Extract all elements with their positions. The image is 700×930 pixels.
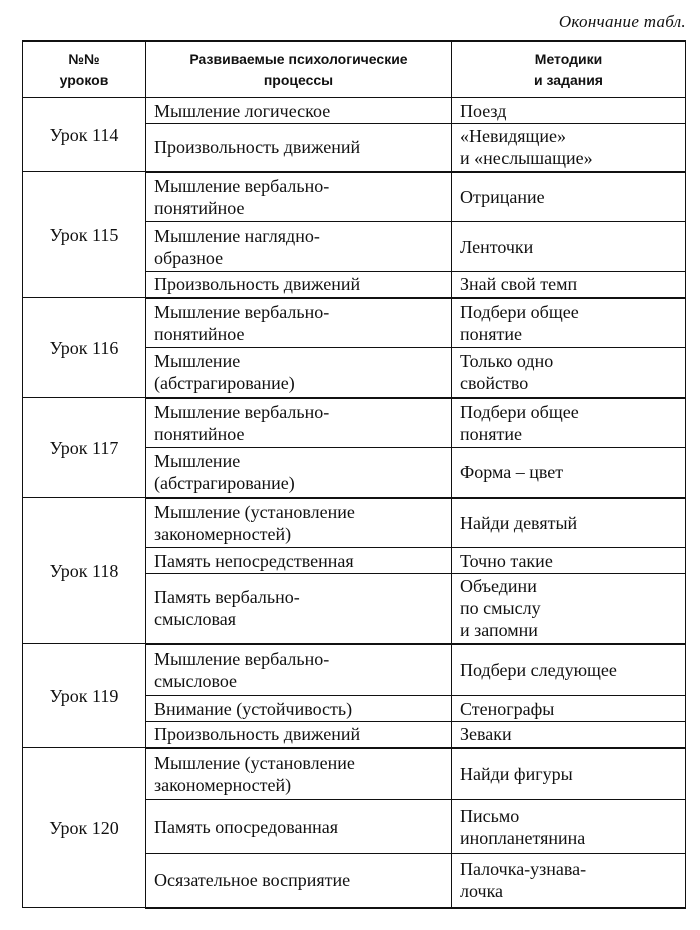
- method-cell: Найди девятый: [452, 498, 686, 548]
- lesson-cell: Урок 119: [23, 644, 146, 748]
- method-cell: Стенографы: [452, 696, 686, 722]
- process-cell: Память опосредованная: [146, 800, 452, 854]
- method-cell: Отрицание: [452, 172, 686, 222]
- process-cell: Мышление наглядно- образное: [146, 222, 452, 272]
- method-cell: Форма – цвет: [452, 448, 686, 498]
- lesson-cell: Урок 114: [23, 98, 146, 172]
- table-body: [23, 98, 686, 908]
- process-cell: Осязательное восприятие: [146, 854, 452, 908]
- lesson-cell: Урок 115: [23, 172, 146, 298]
- lesson-cell: Урок 117: [23, 398, 146, 498]
- table-row: [23, 172, 686, 222]
- lessons-table: [22, 40, 686, 909]
- table-row: [23, 498, 686, 548]
- method-cell: Палочка-узнава- лочка: [452, 854, 686, 908]
- method-cell: Ленточки: [452, 222, 686, 272]
- process-cell: Мышление (абстрагирование): [146, 448, 452, 498]
- header-lesson-number: №№ уроков: [23, 41, 146, 98]
- table-header-row: [23, 41, 686, 98]
- method-cell: Точно такие: [452, 548, 686, 574]
- table-continuation-caption: Окончание табл.: [558, 12, 686, 31]
- method-cell: Подбери общее понятие: [452, 298, 686, 348]
- process-cell: Мышление вербально- понятийное: [146, 398, 452, 448]
- method-cell: Зеваки: [452, 722, 686, 748]
- process-cell: Мышление логическое: [146, 98, 452, 124]
- table-row: [23, 98, 686, 124]
- process-cell: Мышление (абстрагирование): [146, 348, 452, 398]
- method-cell: Объедини по смыслу и запомни: [452, 574, 686, 644]
- lesson-cell: Урок 120: [23, 748, 146, 908]
- method-cell: Подбери общее понятие: [452, 398, 686, 448]
- table-row: [23, 644, 686, 696]
- header-methods: Методики и задания: [452, 41, 686, 98]
- process-cell: Мышление вербально- смысловое: [146, 644, 452, 696]
- lesson-cell: Урок 118: [23, 498, 146, 644]
- method-cell: Знай свой темп: [452, 272, 686, 298]
- process-cell: Память вербально- смысловая: [146, 574, 452, 644]
- method-cell: «Невидящие» и «неслышащие»: [452, 124, 686, 172]
- method-cell: Найди фигуры: [452, 748, 686, 800]
- table-row: [23, 748, 686, 800]
- process-cell: Произвольность движений: [146, 124, 452, 172]
- process-cell: Внимание (устойчивость): [146, 696, 452, 722]
- method-cell: Поезд: [452, 98, 686, 124]
- header-processes: Развиваемые психологические процессы: [146, 41, 452, 98]
- table-row: [23, 398, 686, 448]
- method-cell: Подбери следующее: [452, 644, 686, 696]
- process-cell: Мышление вербально- понятийное: [146, 298, 452, 348]
- method-cell: Только одно свойство: [452, 348, 686, 398]
- process-cell: Мышление вербально- понятийное: [146, 172, 452, 222]
- method-cell: Письмо инопланетянина: [452, 800, 686, 854]
- process-cell: Произвольность движений: [146, 722, 452, 748]
- process-cell: Память непосредственная: [146, 548, 452, 574]
- table-row: [23, 298, 686, 348]
- process-cell: Произвольность движений: [146, 272, 452, 298]
- process-cell: Мышление (установление закономерностей): [146, 498, 452, 548]
- lesson-cell: Урок 116: [23, 298, 146, 398]
- process-cell: Мышление (установление закономерностей): [146, 748, 452, 800]
